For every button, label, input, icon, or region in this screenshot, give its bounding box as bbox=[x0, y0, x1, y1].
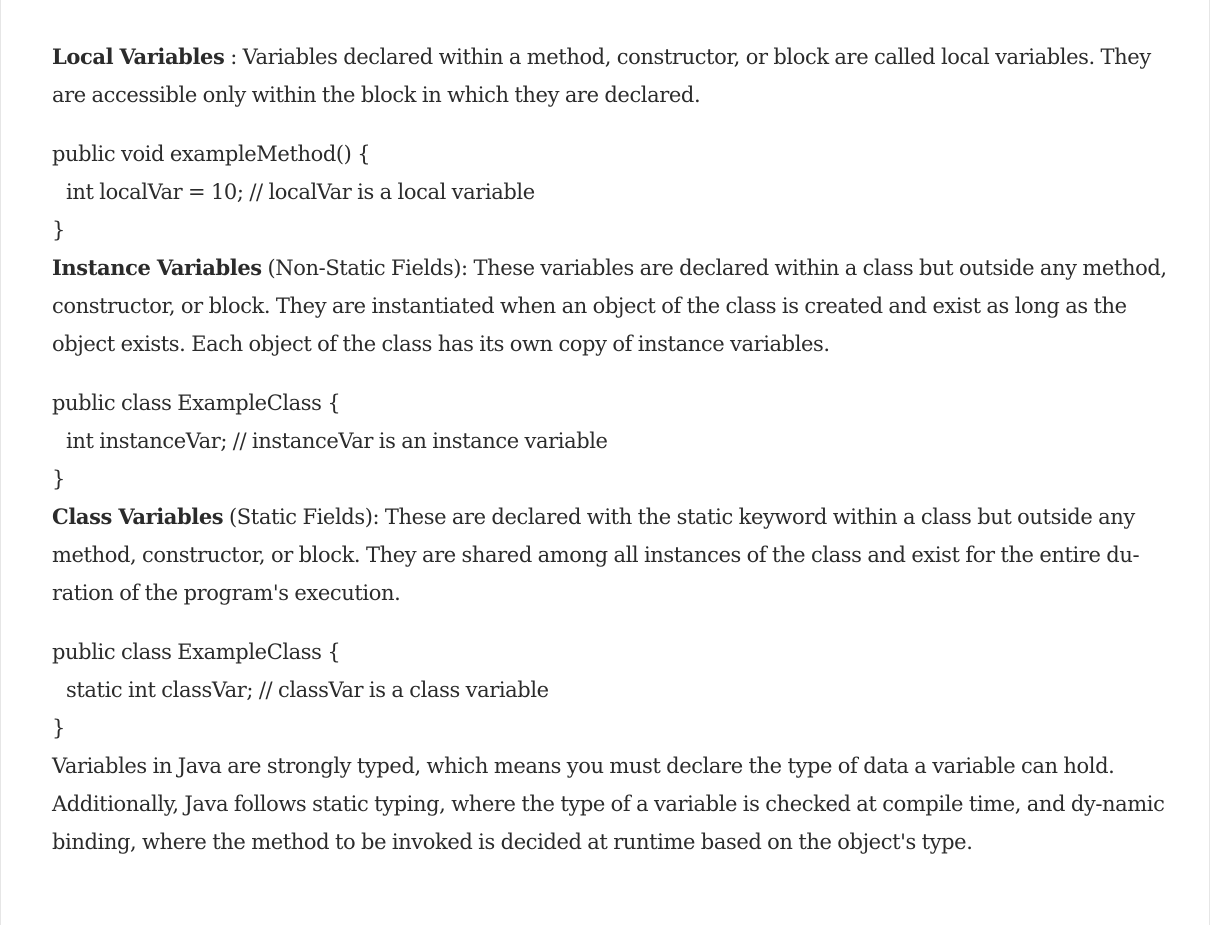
code-line: } bbox=[52, 467, 65, 491]
local-variables-text: : Variables declared within a method, constructor, or block are called local variables. They are accessible only within the block in which they are declared. bbox=[52, 45, 1151, 107]
class-variables-paragraph bbox=[52, 498, 1167, 612]
code-line: public void exampleMethod() { bbox=[52, 142, 371, 166]
instance-variables-paragraph bbox=[52, 249, 1167, 363]
spacer bbox=[52, 363, 1167, 384]
article-content bbox=[52, 38, 1167, 861]
local-variables-term: Local Variables bbox=[52, 44, 225, 69]
spacer bbox=[52, 114, 1167, 135]
code-line: public class ExampleClass { bbox=[52, 640, 341, 664]
code-line: public class ExampleClass { bbox=[52, 391, 341, 415]
code-line: int instanceVar; // instanceVar is an instance variable bbox=[66, 429, 608, 453]
spacer bbox=[52, 612, 1167, 633]
instance-variables-term: Instance Variables bbox=[52, 255, 262, 280]
code-line: int localVar = 10; // localVar is a local variable bbox=[66, 180, 535, 204]
local-variables-paragraph bbox=[52, 38, 1167, 114]
class-variables-term: Class Variables bbox=[52, 504, 224, 529]
class-variables-text: (Static Fields): These are declared with the static keyword within a class but outside any method, constructor, or block. They are shared among all instances of the class and exist for the entire du-ration of the program's execution. bbox=[52, 505, 1140, 605]
summary-paragraph: Variables in Java are strongly typed, which means you must declare the type of data a variable can hold. Additionally, Java follows static typing, where the type of a variable is checked at compile time, and dy-namic binding, where the method to be invoked is decided at runtime based on the object's type. bbox=[52, 754, 1165, 854]
code-line: static int classVar; // classVar is a class variable bbox=[66, 678, 549, 702]
code-line: } bbox=[52, 218, 65, 242]
code-line: } bbox=[52, 716, 65, 740]
instance-variables-text: (Non-Static Fields): These variables are declared within a class but outside any method, constructor, or block. They are instantiated when an object of the class is created and exist as long as the object exists. Each object of the class has its own copy of instance variables. bbox=[52, 256, 1167, 356]
